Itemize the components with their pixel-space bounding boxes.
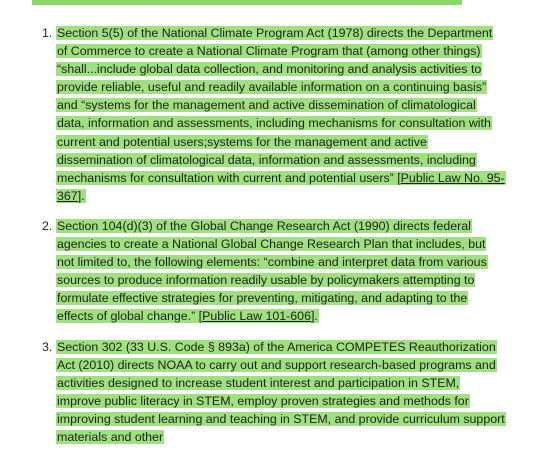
list-item	[36, 24, 506, 205]
list-item	[36, 217, 506, 326]
public-law-link[interactable]: Public Law No. 95-367	[57, 170, 505, 203]
item-text: Section 302 (33 U.S. Code § 893a) of the America COMPETES Reauthorization Act (2010) directs NOAA to carry out and support research-based programs and activities designed to increase student interest and participation in STEM, improve public literacy in STEM, employ proven strategies and methods for improving student learning and teaching in STEM, and provide curriculum support materials and other	[57, 339, 505, 444]
list-item	[36, 338, 506, 447]
list-number: 2.	[42, 218, 53, 233]
item-text-after: ].	[310, 309, 318, 324]
item-text: Section 5(5) of the National Climate Program Act (1978) directs the Department of Commerce to create a National Climate Program that (among other things) “shall...include global data collection, and monitoring and analysis activities to provide reliable, useful and readily available information on a continuing basis” and “systems for the management and active dissemination of climatological data, information and assessments, including mechanisms for consultation with current and potential users;systems for the management and active dissemination of climatological data, information and assessments, including mechanisms for consultation with current and potential users” [	[57, 26, 493, 185]
list-text	[56, 340, 506, 444]
list-text	[56, 26, 506, 203]
list-number: 3.	[42, 339, 53, 354]
legal-mandates-list	[36, 24, 506, 458]
list-text	[56, 219, 488, 323]
list-number: 1.	[42, 26, 53, 40]
highlight-bar	[32, 0, 462, 5]
item-text-after: ].	[77, 188, 85, 203]
item-text: Section 104(d)(3) of the Global Change Research Act (1990) directs federal agencies to create a National Global Change Research Plan that includes, but not limited to, the following elements: “combine and interpret data from various sources to produce information readily usable by policymakers attempting to formulate effective strategies for preventing, mitigating, and adapting to the effects of global change.” [	[57, 218, 487, 324]
public-law-link[interactable]: Public Law 101-606	[202, 309, 311, 324]
